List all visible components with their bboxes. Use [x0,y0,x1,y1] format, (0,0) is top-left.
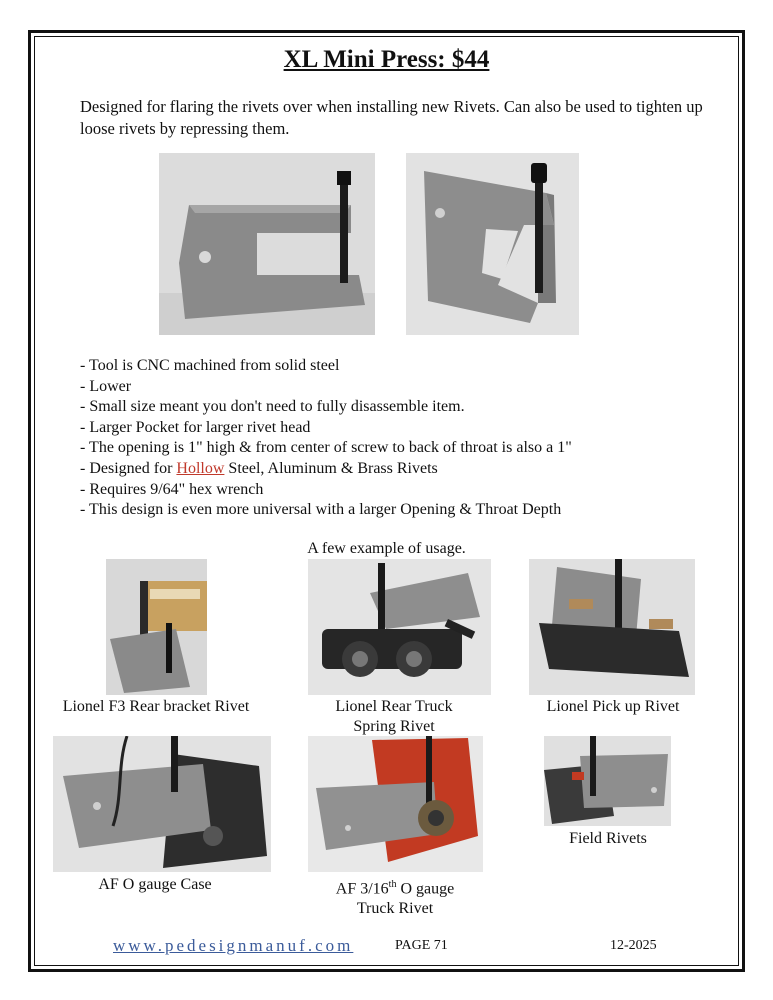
footer-date: 12-2025 [610,938,657,953]
caption-field-rivets: Field Rivets [569,830,647,847]
feature-item: - This design is even more universal with a larger Opening & Throat Depth [80,501,562,519]
feature-list [80,356,720,521]
caption-pickup: Lionel Pick up Rivet [546,698,680,715]
feature-item: - The opening is 1" high & from center of screw to back of throat is also a 1" [80,439,572,457]
press-photo-front [159,153,375,335]
feature-item: - Requires 9/64" hex wrench [80,480,264,498]
feature-item: - Tool is CNC machined from solid steel [80,357,340,374]
usage-heading: A few example of usage. [307,540,466,557]
hollow-rivets-link[interactable]: Hollow [176,459,225,477]
page-title: XL Mini Press: $44 [283,46,490,73]
intro-paragraph: Designed for flaring the rivets over when installing new Rivets. Can also be used to tighten up loose rivets by repressing them. [80,97,703,138]
usage-photo-af-case [53,736,271,872]
press-photo-angled [406,153,579,335]
usage-photo-rear-truck [308,559,491,695]
feature-item: - Larger Pocket for larger rivet head [80,418,311,436]
caption-af-case: AF O gauge Case [98,876,212,893]
usage-photo-pickup [529,559,695,695]
caption-f3-bracket: Lionel F3 Rear bracket Rivet [62,698,250,715]
feature-item: - Lower [80,377,132,395]
usage-photo-f3-bracket [106,559,207,695]
caption-rear-truck: Lionel Rear Truck Spring Rivet [335,698,453,735]
website-link[interactable]: www.pedesignmanuf.com [113,936,354,955]
usage-photo-field-rivets [544,736,671,826]
page-number: PAGE 71 [395,938,448,953]
caption-af-truck: AF 3/16th O gauge Truck Rivet [335,879,455,918]
feature-item: - Small size meant you don't need to fully disassemble item. [80,398,465,416]
usage-photo-af-truck [308,736,483,872]
feature-item: - Designed for Hollow Steel, Aluminum & Brass Rivets [80,459,438,477]
